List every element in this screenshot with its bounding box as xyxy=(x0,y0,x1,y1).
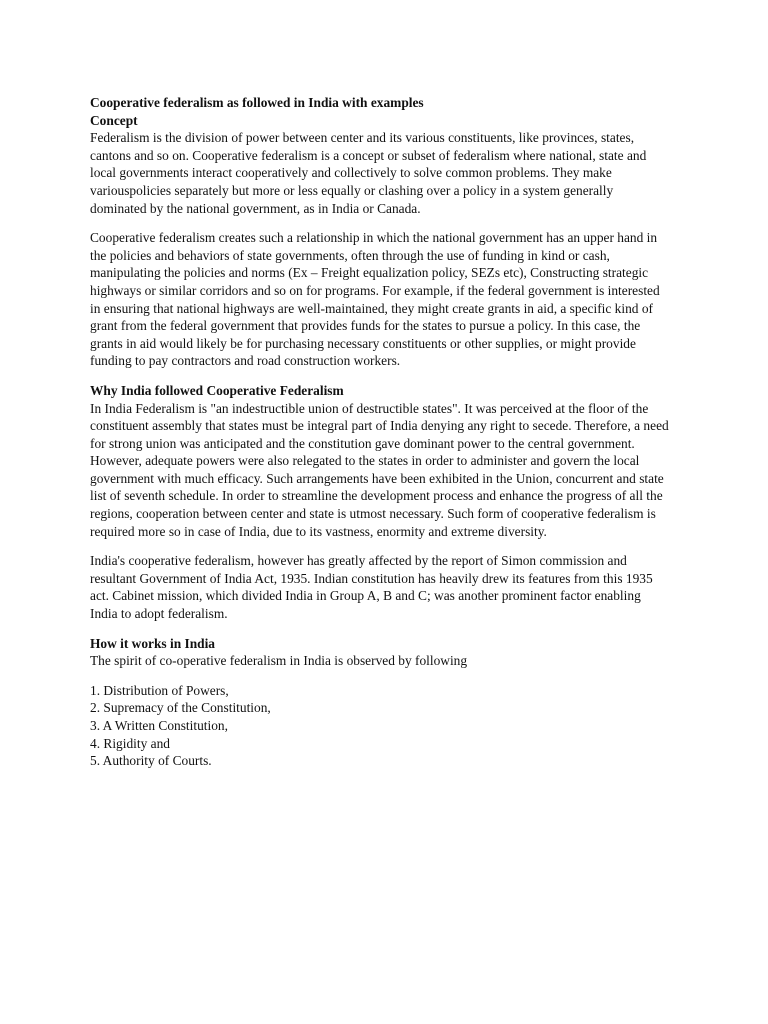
concept-paragraph-2: Cooperative federalism creates such a relationship in which the national government has an upper hand in the policies and behaviors of state governments, often through the use of funding in kind or cash, manipulating the policies and norms (Ex – Freight equalization policy, SEZs etc), Constructing strategic highways or similar corridors and so on for programs. For example, if the federal government is interested in ensuring that national highways are well-maintained, they might create grants in aid, a specific kind of grant from the federal government that provides funds for the states to pursue a policy. In this case, the grants in aid would likely be for purchasing necessary constituents or other supplies, or might provide funding to pay contractors and road construction workers. xyxy=(90,230,660,369)
features-list xyxy=(90,682,670,770)
paragraph-spacer xyxy=(90,623,670,635)
list-item: 3. A Written Constitution, xyxy=(90,718,228,733)
document-title: Cooperative federalism as followed in India with examples xyxy=(90,95,424,110)
paragraph-spacer xyxy=(90,370,670,382)
paragraph-spacer xyxy=(90,670,670,682)
concept-paragraph-1: Federalism is the division of power between center and its various constituents, like provinces, states, cantons and so on. Cooperative federalism is a concept or subset of federalism where national, state and local governments interact cooperatively and collectively to solve common problems. They make variouspolicies separately but more or less equally or clashing over a policy in a system generally dominated by the national government, as in India or Canada. xyxy=(90,130,647,216)
paragraph-spacer xyxy=(90,540,670,552)
list-item: 4. Rigidity and xyxy=(90,735,170,751)
why-paragraph-2: India's cooperative federalism, however has greatly affected by the report of Simon commission and resultant Government of India Act, 1935. Indian constitution has heavily drew its features from this 1935 act. Cabinet mission, which divided India in Group A, B and C; was another prominent factor enabling India to adopt federalism. xyxy=(90,553,653,622)
paragraph-spacer xyxy=(90,217,670,229)
why-heading: Why India followed Cooperative Federalism xyxy=(90,382,344,398)
how-heading: How it works in India xyxy=(90,635,216,651)
list-item: 5. Authority of Courts. xyxy=(90,753,212,769)
document-page xyxy=(90,94,670,770)
list-item: 1. Distribution of Powers, xyxy=(90,682,229,698)
concept-heading: Concept xyxy=(90,112,138,128)
list-item: 2. Supremacy of the Constitution, xyxy=(90,700,271,716)
how-intro: The spirit of co-operative federalism in India is observed by following xyxy=(90,653,468,669)
why-paragraph-1: In India Federalism is "an indestructible union of destructible states". It was perceived at the floor of the constituent assembly that states must be integral part of India denying any right to secede. Therefore, a need for strong union was anticipated and the constitution gave dominant power to the central government. However, adequate powers were also relegated to the states in order to administer and govern the local government with much efficacy. Such arrangements have been exhibited in the Union, concurrent and state list of seventh schedule. In order to streamline the development process and enhance the progress of all the regions, cooperation between center and state is utmost necessary. Such form of cooperative federalism is required more so in case of India, due to its vastness, enormity and extreme diversity. xyxy=(90,400,669,539)
